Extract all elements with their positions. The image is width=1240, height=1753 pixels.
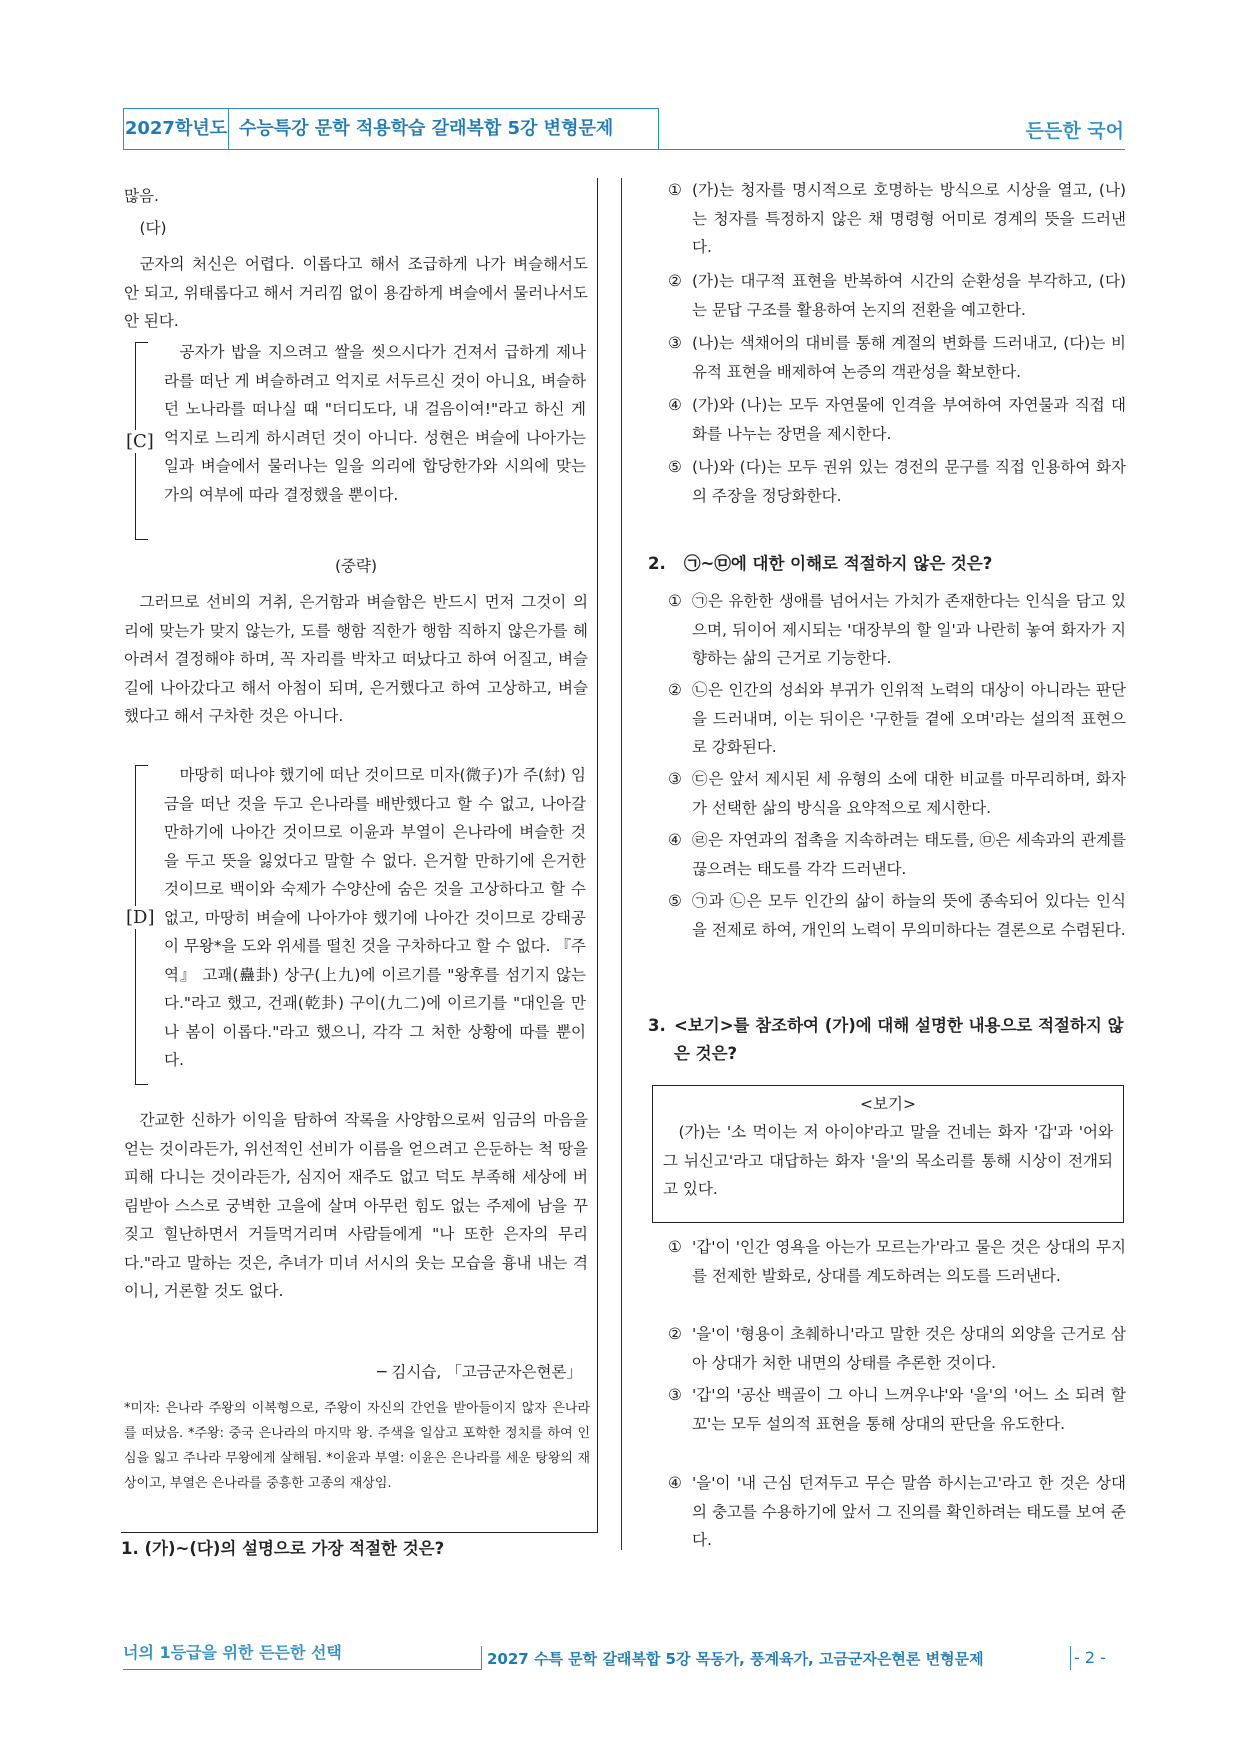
passage-paragraph-1: 군자의 처신은 어렵다. 이롭다고 해서 조급하게 나가 벼슬해서도 안 되고, 위태롭다고 해서 거리낌 없이 용감하게 벼슬에서 물러나서도 안 된다. [124,255,588,330]
q2-option-4[interactable]: ④ ㉣은 자연과의 접촉을 지속하려는 태도를, ㉤은 세속과의 관계를 끊으려는 태도를 각각 드러낸다. [668,831,1126,878]
passage-bracket-c-text: 공자가 밥을 지으려고 쌀을 씻으시다가 건져서 급하게 제나라를 떠난 게 벼슬하려고 억지로 서두르신 것이 아니요, 벼슬하던 노나라를 떠나실 때 "더디도다, 내 걸음이여!"라고 하신 게 억지로 느리게 하시려던 것이 아니다. 성현은 벼슬에 나아가는 일과 벼슬에서 물러나는 일을 의리에 합당한가와 시의에 맞는가의 여부에 따라 결정했을 뿐이다. [164,343,586,504]
q1-option-1[interactable]: ① (가)는 청자를 명시적으로 호명하는 방식으로 시상을 열고, (나)는 청자를 특정하지 않은 채 명령형 어미로 경계의 뜻을 드러낸다. [668,181,1126,256]
question-3-head: 3. <보기>를 참조하여 (가)에 대해 설명한 내용으로 적절하지 않은 것은? [648,1016,1124,1063]
q2-option-3[interactable]: ③ ㉢은 앞서 제시된 세 유형의 소에 대한 비교를 마무리하며, 화자가 선택한 삶의 방식을 요약적으로 제시한다. [668,770,1126,817]
passage-source: ─ 김시습, 「고금군자은현론」 [377,1363,582,1381]
bogi-title: <보기> [860,1095,916,1113]
q3-option-1[interactable]: ① '갑'이 '인간 영욕을 아는가 모르는가'라고 물은 것은 상대의 무지를 전제한 발화로, 상대를 계도하려는 의도를 드러낸다. [668,1238,1126,1285]
q3-option-3[interactable]: ③ '갑'의 '공산 백골이 그 아니 느꺼우냐'와 '을'의 '어느 소 되려 할꼬'는 모두 설의적 표현을 통해 상대의 판단을 유도한다. [668,1386,1126,1433]
bracket-d-label: [D] [126,907,155,928]
q1-option-3[interactable]: ③ (나)는 색채어의 대비를 통해 계절의 변화를 드러내고, (다)는 비유적 표현을 배제하여 논증의 객관성을 확보한다. [668,334,1126,381]
page-number: - 2 - [1074,1648,1106,1667]
q1-option-2[interactable]: ② (가)는 대구적 표현을 반복하여 시간의 순환성을 부각하고, (다)는 문답 구조를 활용하여 논지의 전환을 예고한다. [668,272,1126,319]
footer-title: 2027 수특 문학 갈래복합 5강 목동가, 풍계육가, 고금군자은현론 변형문제 [487,1650,984,1668]
header-title: 수능특강 문학 적용학습 갈래복합 5강 변형문제 [239,118,614,139]
section-da-label: (다) [139,219,167,237]
q3-option-2[interactable]: ② '을'이 '형용이 초췌하니'라고 말한 것은 상대의 외양을 근거로 삼아 상대가 처한 내면의 상태를 추론한 것이다. [668,1325,1126,1372]
passage-bracket-d-text: 마땅히 떠나야 했기에 떠난 것이므로 미자(微子)가 주(紂) 임금을 떠난 것을 두고 은나라를 배반했다고 할 수 없고, 나아갈 만하기에 나아간 것이므로 이윤과 부열이 은나라에 벼슬한 것을 두고 뜻을 잃었다고 말할 수 없다. 은거할 만하기에 은거한 것이므로 백이와 숙제가 수양산에 숨은 것을 고상하다고 할 수 없고, 마땅히 벼슬에 나아가야 했기에 나아간 것이므로 강태공이 무왕*을 도와 위세를 떨친 것을 구차하다고 할 수 없다. 『주역』 고괘(蠱卦) 상구(上九)에 이르기를 "왕후를 섬기지 않는다."라고 했고, 건괘(乾卦) 구이(九二)에 이르기를 "대인을 만나 봄이 이롭다."라고 했으니, 각각 그 처한 상황에 따를 뿐이다. [164,766,586,1069]
header-title-box [123,108,659,150]
omission-mark: (중략) [334,557,378,575]
footer-separator [481,1646,482,1670]
footer-slogan: 너의 1등급을 위한 든든한 선택 [123,1643,342,1662]
q2-option-1[interactable]: ① ㉠은 유한한 생애를 넘어서는 가치가 존재한다는 인식을 담고 있으며, 뒤이어 제시되는 '대장부의 할 일'과 나란히 놓여 화자가 지향하는 삶의 근거로 기능한다. [668,592,1126,667]
question-1-head: 1. (가)~(다)의 설명으로 가장 적절한 것은? [121,1539,445,1558]
bracket-c-label: [C] [126,431,154,452]
column-divider [621,178,622,1550]
q2-option-2[interactable]: ② ㉡은 인간의 성쇠와 부귀가 인위적 노력의 대상이 아니라는 판단을 드러내며, 이는 뒤이은 '구한들 곁에 오며'라는 설의적 표현으로 강화된다. [668,681,1126,756]
question-2-head: 2. ㉠~㉤에 대한 이해로 적절하지 않은 것은? [648,554,993,573]
q1-option-4[interactable]: ④ (가)와 (나)는 모두 자연물에 인격을 부여하여 자연물과 직접 대화를 나누는 장면을 제시한다. [668,396,1126,443]
header-brand: 든든한 국어 [1025,120,1124,142]
footer-separator-2 [1070,1646,1071,1670]
passage-paragraph-3: 간교한 신하가 이익을 탐하여 작록을 사양함으로써 임금의 마음을 얻는 것이라든가, 위선적인 선비가 이름을 얻으려고 은둔하는 척 땅을 피해 다니는 것이라든가, 심지어 재주도 없고 덕도 부족해 세상에 버림받아 스스로 궁벽한 고을에 살며 아무런 힘도 없는 주제에 남을 꾸짖고 힐난하면서 거들먹거리며 사람들에게 "나 또한 은자의 무리다."라고 말하는 것은, 추녀가 미녀 서시의 웃는 모습을 흉내 내는 격이니, 거론할 것도 없다. [124,1111,588,1300]
bogi-box [652,1085,1124,1223]
bogi-text: (가)는 '소 먹이는 저 아이야'라고 말을 건네는 화자 '갑'과 '어와 그 뉘신고'라고 대답하는 화자 '을'의 목소리를 통해 시상이 전개되고 있다. [663,1123,1113,1198]
q2-option-5[interactable]: ⑤ ㉠과 ㉡은 모두 인간의 삶이 하늘의 뜻에 종속되어 있다는 인식을 전제로 하여, 개인의 노력이 무의미하다는 결론으로 수렴된다. [668,892,1126,939]
passage-footnote: *미자: 은나라 주왕의 이복형으로, 주왕이 자신의 간언을 받아들이지 않자 은나라를 떠났음. *주왕: 중국 은나라의 마지막 왕. 주색을 일삼고 포학한 정치를 하여 인심을 잃고 주나라 무왕에게 살해됨. *이윤과 부열: 이윤은 은나라를 세운 탕왕의 재상이고, 부열은 은나라를 중흥한 고종의 재상임. [124,1401,590,1491]
q3-option-4[interactable]: ④ '을'이 '내 근심 던져두고 무슨 말씀 하시는고'라고 한 것은 상대의 충고를 수용하기에 앞서 그 진의를 확인하려는 태도를 보여 준다. [668,1474,1126,1549]
passage-paragraph-2: 그러므로 선비의 거취, 은거함과 벼슬함은 반드시 먼저 그것이 의리에 맞는가 맞지 않는가, 도를 행함 직한가 행함 직하지 않은가를 헤아려서 결정해야 하며, 꼭 자리를 박차고 떠났다고 하여 어질고, 벼슬길에 나아갔다고 해서 아첨이 되며, 은거했다고 하여 고상하고, 벼슬했다고 해서 구차한 것은 아니다. [124,593,588,725]
passage-top-fragment: 많음. [124,187,159,205]
q1-option-5[interactable]: ⑤ (나)와 (다)는 모두 권위 있는 경전의 문구를 직접 인용하여 화자의 주장을 정당화한다. [668,458,1126,505]
header-year: 2027학년도 [124,109,229,149]
header-divider [123,149,1125,150]
footer-underline [123,1669,481,1670]
